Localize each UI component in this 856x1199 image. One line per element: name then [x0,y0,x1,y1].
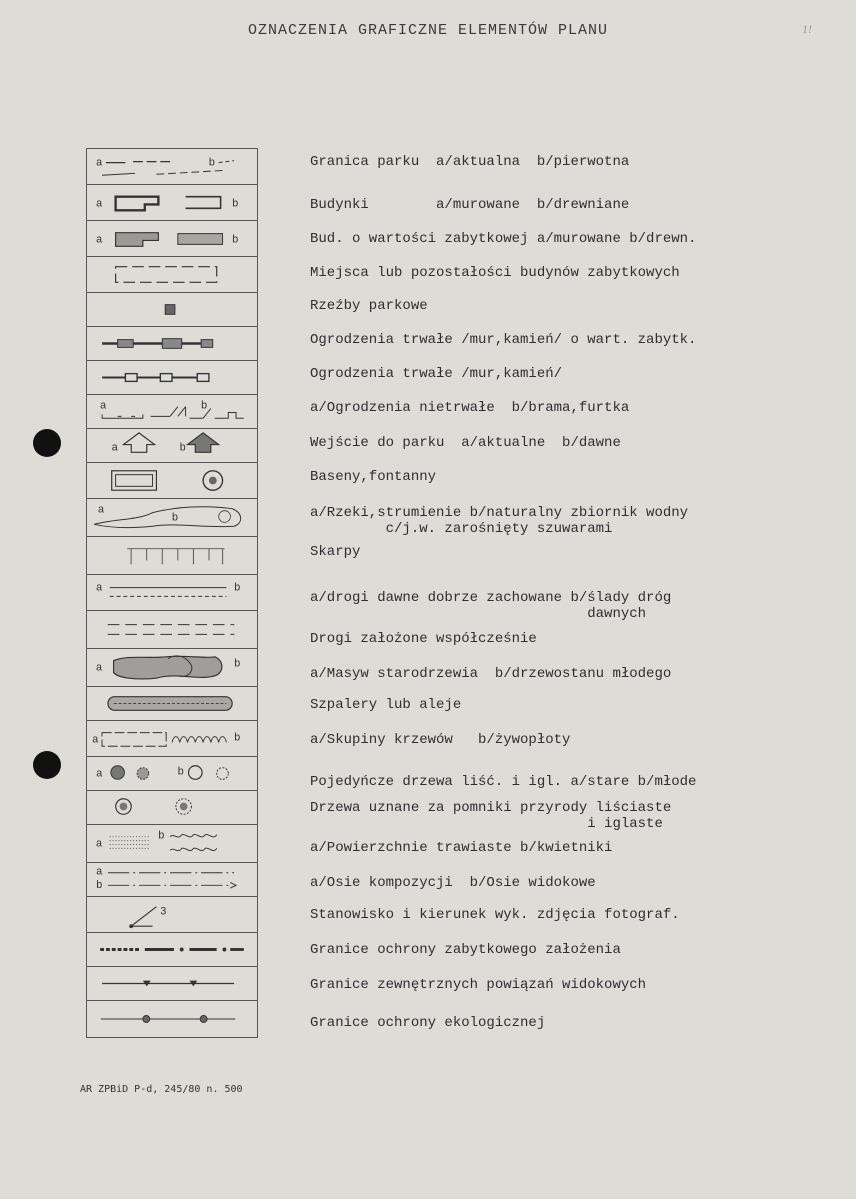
symbol-b-label: b [172,511,178,524]
legend-desc-historic-buildings: Bud. o wartości zabytkowej a/murowane b/drewn. [310,231,697,247]
legend-desc-view-boundary: Granice zewnętrznych powiązań widokowych [310,977,647,993]
legend-desc-axes: a/Osie kompozycji b/Osie widokowe [310,875,596,891]
symbol-buildings [87,185,257,221]
fence-symbol [87,361,257,394]
shrubs-symbol [87,721,257,756]
symbol-new-roads [87,611,257,649]
corner-mark: 1! [802,22,812,36]
legend-desc-pools: Baseny,fontanny [310,469,437,485]
symbol-photo-position [87,897,257,933]
page-title: OZNACZENIA GRAFICZNE ELEMENTÓW PLANU [247,22,609,39]
legend-desc-old-roads: a/drogi dawne dobrze zachowane b/ślady dróg dawnych [310,590,672,622]
single-trees-symbol [87,757,257,790]
legend-desc-park-boundary: Granica parku a/aktualna b/pierwotna [310,154,630,170]
temp-fence-symbol [87,395,257,428]
punch-hole [33,751,61,779]
legend-desc-sculptures: Rzeźby parkowe [310,298,428,314]
legend-desc-escarpments: Skarpy [310,544,361,560]
symbol-b-label: b [234,581,241,594]
symbol-alleys [87,687,257,721]
view-boundary-symbol [87,967,257,1000]
symbol-a-label: a [98,503,104,516]
legend-desc-nature-monuments: Drzewa uznane za pomniki przyrody liściaste i iglaste [310,800,672,832]
nature-monument-symbol [87,791,257,824]
legend-desc-lawns: a/Powierzchnie trawiaste b/kwietniki [310,840,613,856]
legend-desc-historic-fence: Ogrodzenia trwałe /mur,kamień/ o wart. zabytk. [310,332,697,348]
symbol-eco-boundary [87,1001,257,1037]
symbol-a-label: a [100,399,107,412]
alleys-symbol [87,687,257,720]
buildings-symbol [87,185,257,220]
axes-symbol [87,863,257,896]
symbol-b-label: b [208,156,215,169]
symbol-escarpments [87,537,257,575]
symbol-a-label: a [111,441,118,454]
legend-desc-new-roads: Drogi założone współcześnie [310,631,537,647]
symbol-b-label: b [201,399,208,412]
symbol-b-label: b [232,233,239,246]
symbol-b-label: b [96,879,103,892]
escarpment-symbol [87,537,257,574]
legend-desc-fence: Ogrodzenia trwałe /mur,kamień/ [310,366,563,382]
legend-desc-building-remains: Miejsca lub pozostałości budynów zabytkowych [310,265,680,281]
symbol-pools-fountains [87,463,257,499]
legend-desc-shrubs: a/Skupiny krzewów b/żywopłoty [310,732,571,748]
symbol-fence [87,361,257,395]
symbol-shrubs [87,721,257,757]
symbol-a-label: a [96,837,103,850]
park-boundary-symbol [87,149,257,184]
legend-desc-single-trees: Pojedyńcze drzewa liść. i igl. a/stare b/młode [310,774,697,790]
photo-position-symbol [87,897,257,932]
symbol-a-label: a [96,865,103,878]
symbol-b-label: b [234,731,241,744]
tree-stand-symbol [87,649,257,686]
symbol-b-label: b [232,197,239,210]
symbol-rivers [87,499,257,537]
legend-desc-entrance: Wejście do parku a/aktualne b/dawne [310,435,621,451]
symbol-b-label: b [179,441,186,454]
pools-fountains-symbol [87,463,257,498]
symbol-nature-monuments [87,791,257,825]
symbol-b-label: b [234,657,241,670]
new-roads-symbol [87,611,257,648]
symbol-temp-fence [87,395,257,429]
symbol-protection-boundary [87,933,257,967]
symbol-lawns [87,825,257,863]
legend-desc-temp-fence: a/Ogrodzenia nietrwałe b/brama,furtka [310,400,630,416]
symbol-old-roads [87,575,257,611]
symbol-a-label: a [96,767,103,780]
symbol-a-label: a [92,733,99,746]
legend-desc-eco-boundary: Granice ochrony ekologicznej [310,1015,546,1031]
eco-boundary-symbol [87,1001,257,1037]
protection-boundary-symbol [87,933,257,966]
photo-number-label: 3 [160,905,167,918]
legend-desc-rivers: a/Rzeki,strumienie b/naturalny zbiornik wodny c/j.w. zarośnięty szuwarami [310,505,689,537]
symbol-a-label: a [96,233,103,246]
symbol-park-entrance [87,429,257,463]
symbol-historic-fence [87,327,257,361]
building-remains-symbol [87,257,257,292]
historic-buildings-symbol [87,221,257,256]
symbol-sculptures [87,293,257,327]
symbol-a-label: a [96,581,103,594]
legend-desc-old-stand: a/Masyw starodrzewia b/drzewostanu młodego [310,666,672,682]
print-footer: AR ZPBiD P-d, 245/80 n. 500 [80,1084,243,1095]
legend-desc-buildings: Budynki a/murowane b/drewniane [310,197,630,213]
legend-desc-photo: Stanowisko i kierunek wyk. zdjęcia fotograf. [310,907,680,923]
sculpture-symbol [87,293,257,326]
symbol-axes [87,863,257,897]
legend-desc-alleys: Szpalery lub aleje [310,697,462,713]
legend-desc-protection: Granice ochrony zabytkowego założenia [310,942,621,958]
symbol-b-label: b [158,829,165,842]
park-entrance-symbol [87,429,257,462]
symbol-old-stand [87,649,257,687]
lawns-symbol [87,825,257,862]
symbol-single-trees [87,757,257,791]
legend-symbol-column [86,148,258,1038]
symbol-b-label: b [177,765,184,778]
historic-fence-symbol [87,327,257,360]
symbol-historic-buildings [87,221,257,257]
punch-hole [33,429,61,457]
symbol-park-boundary [87,149,257,185]
symbol-building-remains [87,257,257,293]
rivers-symbol [87,499,257,536]
symbol-a-label: a [96,156,103,169]
old-roads-symbol [87,575,257,610]
symbol-a-label: a [96,661,103,674]
symbol-view-boundary [87,967,257,1001]
symbol-a-label: a [96,197,103,210]
